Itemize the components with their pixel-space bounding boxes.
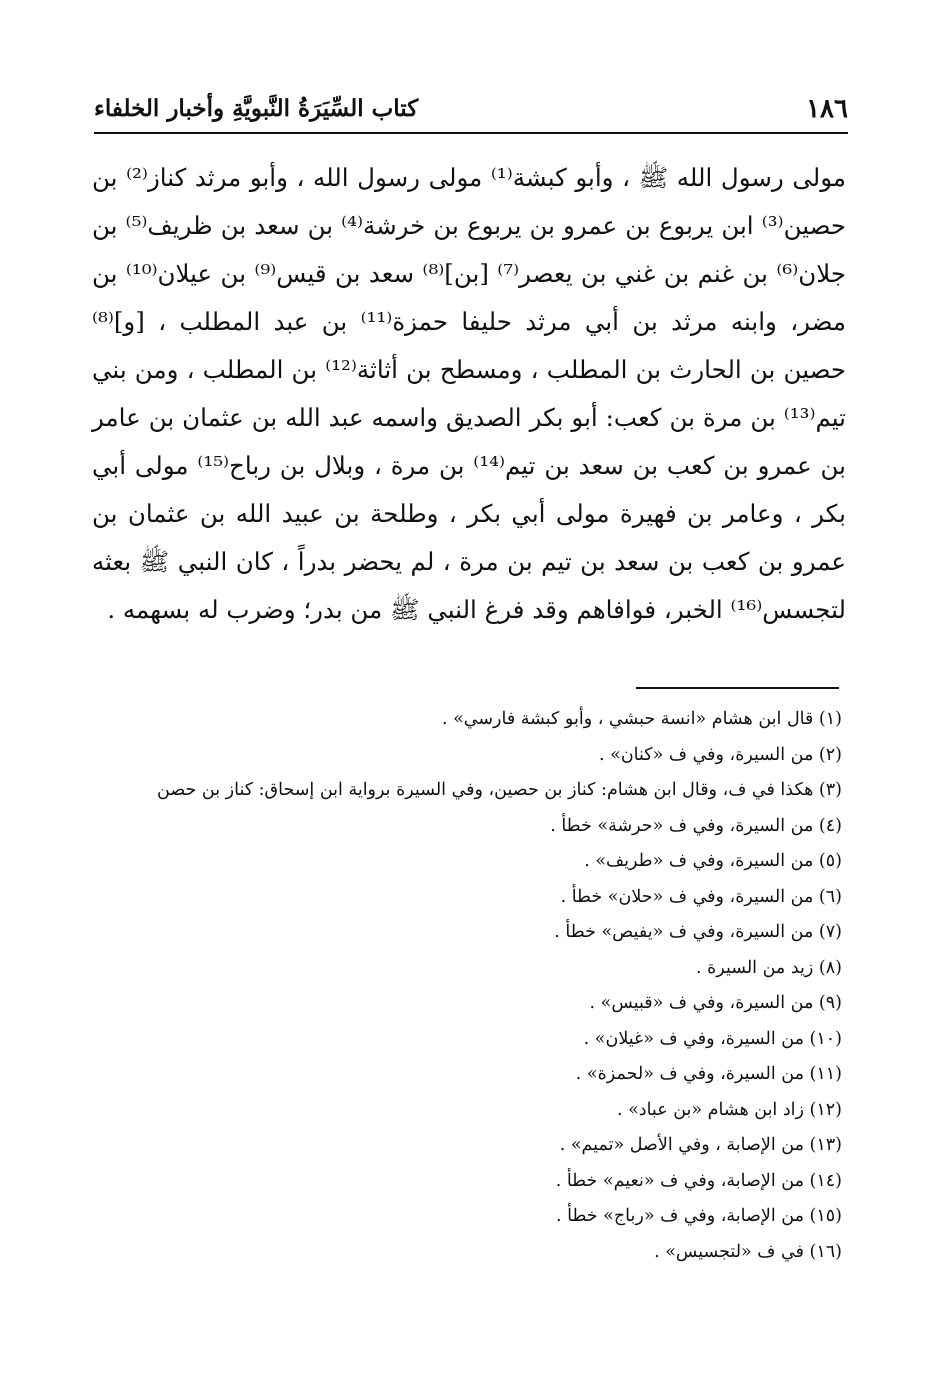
footnotes-list — [94, 702, 842, 1270]
running-header — [94, 92, 848, 134]
page-number: ١٨٦ — [806, 94, 848, 124]
main-text — [92, 154, 846, 634]
footnote-divider — [636, 687, 839, 689]
body-paragraph: مولى رسول الله ﷺ ، وأبو كبشة⁽¹⁾ مولى رسول الله ، وأبو مرثد كناز⁽²⁾ بن حصين⁽³⁾ ابن يربوع بن عمرو بن يربوع بن خرشة⁽⁴⁾ بن سعد بن ظريف⁽⁵⁾ بن جلان⁽⁶⁾ بن غنم بن غني بن يعصر⁽⁷⁾ [بن]⁽⁸⁾ سعد بن قيس⁽⁹⁾ بن عيلان⁽¹⁰⁾ بن مضر، وابنه مرثد بن أبي مرثد حليفا حمزة⁽¹¹⁾ بن عبد المطلب ، [و]⁽⁸⁾ حصين بن الحارث بن المطلب ، ومسطح بن أثاثة⁽¹²⁾ بن المطلب ، ومن بني تيم⁽¹³⁾ بن مرة بن كعب: أبو بكر الصديق واسمه عبد الله بن عثمان بن عامر بن عمرو بن كعب بن سعد بن تيم⁽¹⁴⁾ بن مرة ، وبلال بن رباح⁽¹⁵⁾ مولى أبي بكر ، وعامر بن فهيرة مولى أبي بكر ، وطلحة بن عبيد الله بن عثمان بن عمرو بن كعب بن سعد بن تيم بن مرة ، لم يحضر بدراً ، كان النبي ﷺ بعثه لتجسس⁽¹⁶⁾ الخبر، فوافاهم وقد فرغ النبي ﷺ من بدر؛ وضرب له بسهمه . — [92, 163, 847, 624]
footnote: (٧) من السيرة، وفي ف «يفيص» خطأ . — [554, 922, 842, 942]
footnote: (٢) من السيرة، وفي ف «كنان» . — [598, 744, 842, 765]
book-title: كتاب السِّيَرَةُ النَّبويَّةِ وأخبار الخلفاء — [94, 95, 419, 122]
footnote: (١٦) في ف «لتجسيس» . — [654, 1241, 842, 1262]
footnote: (٨) زيد من السيرة . — [696, 957, 842, 978]
footnote: (٩) من السيرة، وفي ف «قبيس» . — [589, 993, 842, 1013]
footnote: (١٥) من الإصابة، وفي ف «رباج» خطأ . — [555, 1206, 842, 1226]
footnote: (١٤) من الإصابة، وفي ف «نعيم» خطأ . — [555, 1170, 842, 1191]
footnote: (١٠) من السيرة، وفي ف «غيلان» . — [583, 1028, 842, 1049]
footnote: (١١) من السيرة، وفي ف «لحمزة» . — [575, 1064, 842, 1084]
footnote: (٣) هكذا في ف، وقال ابن هشام: كناز بن حصين، وفي السيرة برواية ابن إسحاق: كناز بن حصن — [157, 780, 842, 800]
footnote: (٤) من السيرة، وفي ف «حرشة» خطأ . — [550, 815, 842, 836]
footnote: (١٣) من الإصابة ، وفي الأصل «تميم» . — [559, 1135, 842, 1155]
footnote: (٥) من السيرة، وفي ف «طريف» . — [584, 851, 842, 871]
footnote: (٦) من السيرة، وفي ف «حلان» خطأ . — [560, 886, 842, 907]
footnote: (١) قال ابن هشام «انسة حبشي ، وأبو كبشة فارسي» . — [441, 709, 842, 729]
footnote: (١٢) زاد ابن هشام «بن عباد» . — [616, 1099, 842, 1120]
